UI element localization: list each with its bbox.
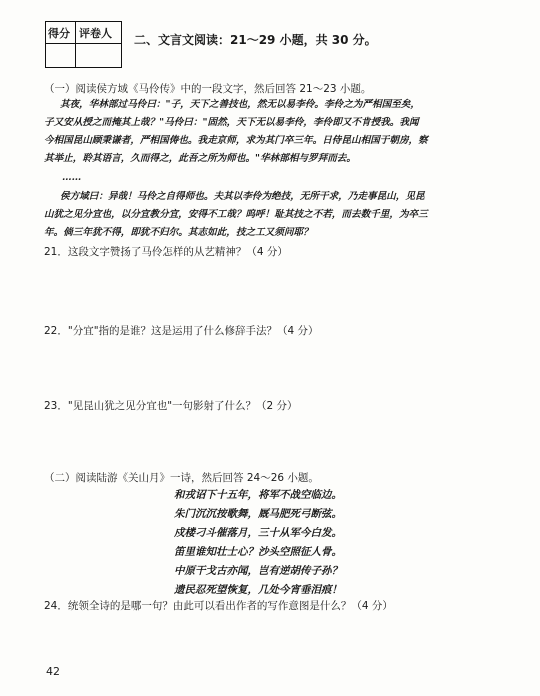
passage-paragraph-1-line-1: 其夜，华林部过马伶曰："子，天下之善技也，然无以易李伶。李伶之为严相国至矣，	[60, 99, 420, 110]
passage-paragraph-1-line-3: 今相国昆山顾秉谦者，严相国俦也。我走京师，求为其门卒三年。日侍昆山相国于朝房，察	[44, 135, 428, 146]
passage-paragraph-1-line-2: 子又安从授之而掩其上哉？"马伶曰："固然，天下无以易李伶，李伶即又不肯授我。我闻	[44, 117, 419, 128]
poem-line-5: 中原干戈古亦闻，岂有逆胡传子孙？	[174, 565, 342, 577]
score-label: 得分	[48, 27, 70, 40]
question-24: 24．统领全诗的是哪一句？由此可以看出作者的写作意图是什么？（4 分）	[44, 600, 393, 612]
poem-line-6: 遗民忍死望恢复，几处今宵垂泪痕！	[174, 584, 342, 596]
question-22: 22．"分宜"指的是谁？这是运用了什么修辞手法？（4 分）	[44, 325, 319, 337]
score-table-row-divider	[46, 43, 121, 44]
poem-line-1: 和戎诏下十五年，将军不战空临边。	[174, 489, 342, 501]
grader-label: 评卷人	[79, 27, 112, 40]
passage-ellipsis: ……	[62, 172, 82, 183]
score-table-divider	[75, 22, 76, 67]
page-number: 42	[46, 665, 60, 678]
score-table	[45, 21, 122, 68]
passage-paragraph-2-line-2: 山犹之见分宜也，以分宜教分宜，安得不工哉？呜呼！耻其技之不若，而去数千里，为卒三	[44, 209, 428, 220]
poem-line-2: 朱门沉沉按歌舞，厩马肥死弓断弦。	[174, 508, 342, 520]
section-title: 二、文言文阅读：21～29 小题，共 30 分。	[134, 33, 377, 47]
poem-line-4: 笛里谁知壮士心？沙头空照征人骨。	[174, 546, 342, 558]
question-23: 23．"见昆山犹之见分宜也"一句影射了什么？（2 分）	[44, 400, 298, 412]
passage-paragraph-2-line-1: 侯方域曰：异哉！马伶之自得师也。夫其以李伶为绝技，无所干求，乃走事昆山，见昆	[60, 191, 425, 202]
part1-heading: （一）阅读侯方域《马伶传》中的一段文字，然后回答 21～23 小题。	[44, 83, 372, 95]
passage-paragraph-2-line-3: 年。倘三年犹不得，即犹不归尔。其志如此，技之工又须问耶？	[44, 227, 313, 238]
question-21: 21．这段文字赞扬了马伶怎样的从艺精神？（4 分）	[44, 246, 288, 258]
poem-line-3: 戍楼刁斗催落月，三十从军今白发。	[174, 527, 342, 539]
part2-heading: （二）阅读陆游《关山月》一诗，然后回答 24～26 小题。	[44, 472, 319, 484]
passage-paragraph-1-line-4: 其举止，聆其语言，久而得之，此吾之所为师也。"华林部相与罗拜而去。	[44, 153, 356, 164]
